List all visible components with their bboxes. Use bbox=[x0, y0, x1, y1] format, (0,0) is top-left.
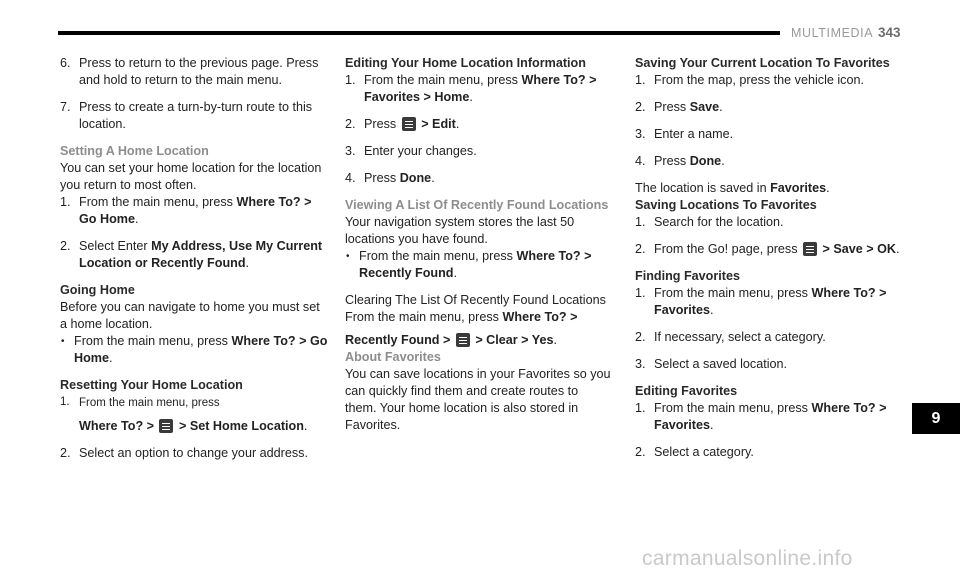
list-item: 2. Select an option to change your address. bbox=[60, 446, 308, 460]
column-3 bbox=[635, 55, 903, 471]
list-item: 2. Select Enter My Address, Use My Current Location or Recently Found. bbox=[60, 239, 323, 270]
list-item: 3. Select a saved location. bbox=[635, 357, 788, 371]
section-heading: Saving Locations To Favorites bbox=[635, 198, 817, 212]
list-item: 3. Enter your changes. bbox=[345, 144, 477, 158]
list-item: 1. From the map, press the vehicle icon. bbox=[635, 73, 864, 87]
page-number: 343 bbox=[878, 25, 901, 40]
section-heading: Finding Favorites bbox=[635, 269, 740, 283]
list-item: 2. From the Go! page, press > Save > OK. bbox=[635, 242, 900, 256]
section-heading: Saving Your Current Location To Favorites bbox=[635, 56, 890, 70]
menu-icon bbox=[159, 419, 173, 433]
list-item: 3. Enter a name. bbox=[635, 127, 734, 141]
bullet-item: • From the main menu, press Where To? > Go Home. bbox=[61, 334, 328, 365]
column-2 bbox=[345, 55, 613, 434]
section-heading: Resetting Your Home Location bbox=[60, 378, 243, 392]
list-item: 1. From the main menu, press Where To? > Favorites. bbox=[635, 401, 887, 432]
watermark: carmanualsonline.info bbox=[642, 547, 853, 570]
paragraph: The location is saved in Favorites. bbox=[635, 181, 830, 195]
bullet-icon: • bbox=[61, 336, 65, 347]
list-item: 2. Select a category. bbox=[635, 445, 754, 459]
menu-icon bbox=[402, 117, 416, 131]
list-item: 4. Press Done. bbox=[345, 171, 435, 185]
bullet-icon: • bbox=[346, 251, 350, 262]
section-heading: Editing Your Home Location Information bbox=[345, 56, 586, 70]
paragraph: Before you can navigate to home you must set a home location. bbox=[60, 300, 320, 331]
column-1 bbox=[60, 55, 328, 472]
list-item: 7. Press to create a turn-by-turn route to this location. bbox=[60, 100, 313, 131]
list-item: 1. From the main menu, press Where To? > Favorites. bbox=[635, 286, 887, 317]
section-heading: Editing Favorites bbox=[635, 384, 738, 398]
paragraph: You can save locations in your Favorites so you can quickly find them and create routes to them. Your home location is also stored in Favorites. bbox=[345, 367, 611, 432]
menu-icon bbox=[456, 333, 470, 347]
section-heading: About Favorites bbox=[345, 350, 441, 364]
list-item: 1. From the main menu, press Where To? > Go Home. bbox=[60, 195, 312, 226]
section-title: MULTIMEDIA bbox=[791, 26, 874, 40]
paragraph: You can set your home location for the location you return to most often. bbox=[60, 161, 322, 192]
section-heading: Going Home bbox=[60, 283, 135, 297]
section-heading: Setting A Home Location bbox=[60, 144, 209, 158]
bullet-item: • From the main menu, press Where To? > Recently Found. bbox=[346, 249, 592, 280]
menu-icon bbox=[803, 242, 817, 256]
list-item: 6. Press to return to the previous page. Press and hold to return to the main menu. bbox=[60, 56, 319, 87]
list-item: 1. Search for the location. bbox=[635, 215, 784, 229]
paragraph: Your navigation system stores the last 50 locations you have found. bbox=[345, 215, 575, 246]
list-item: 1. From the main menu, press Where To? > > Set Home Location. bbox=[60, 396, 308, 433]
list-item: 1. From the main menu, press Where To? > Favorites > Home. bbox=[345, 73, 597, 104]
header-rule bbox=[58, 31, 780, 35]
list-item: 2. Press > Edit. bbox=[345, 117, 460, 131]
list-item: 2. Press Save. bbox=[635, 100, 723, 114]
list-item: 4. Press Done. bbox=[635, 154, 725, 168]
paragraph: From the main menu, press Where To? > Recently Found > > Clear > Yes. bbox=[345, 310, 578, 347]
section-heading: Viewing A List Of Recently Found Locations bbox=[345, 198, 609, 212]
paragraph: Clearing The List Of Recently Found Locations bbox=[345, 293, 606, 307]
list-item: 2. If necessary, select a category. bbox=[635, 330, 826, 344]
chapter-tab: 9 bbox=[912, 403, 960, 434]
